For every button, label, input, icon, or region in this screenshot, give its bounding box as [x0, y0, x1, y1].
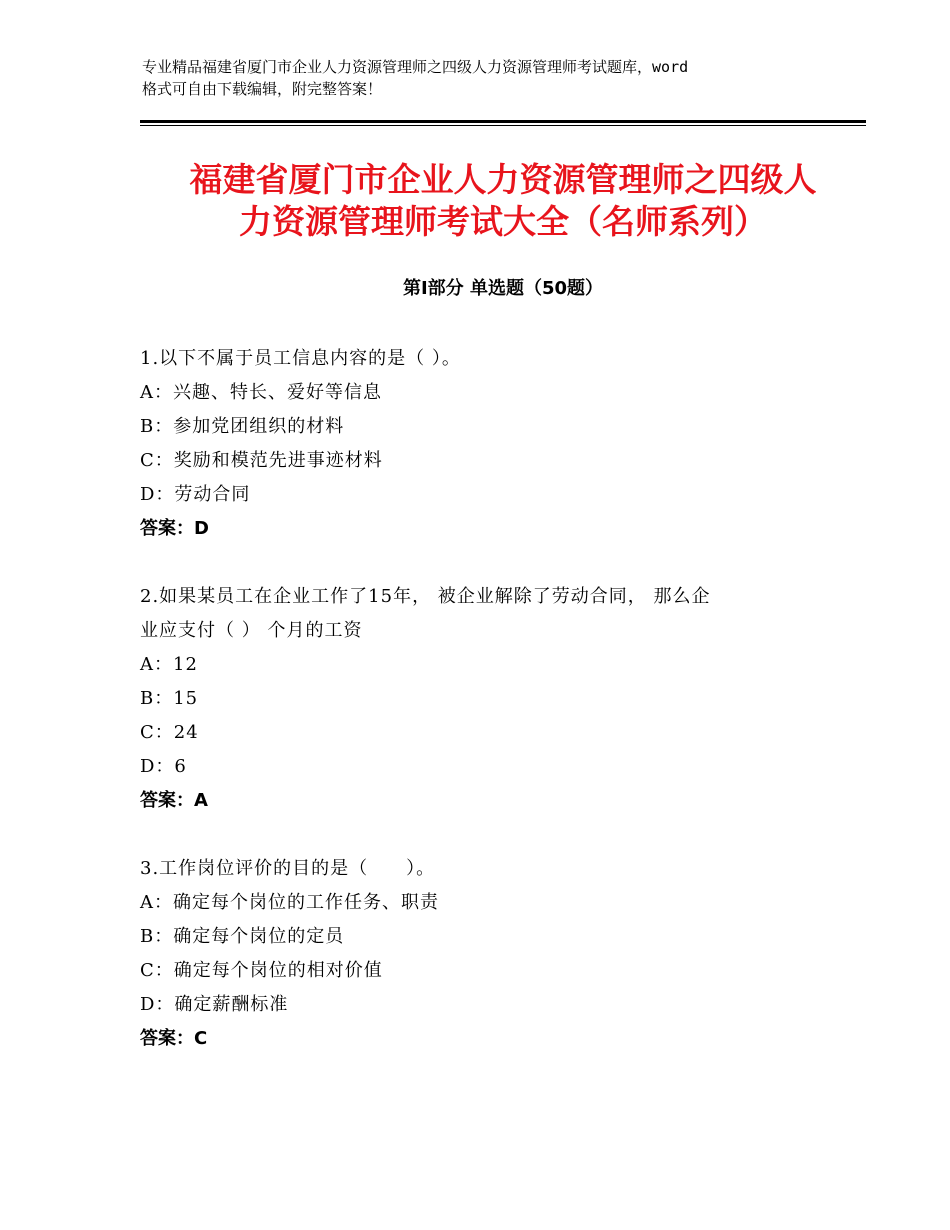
question-list — [140, 342, 820, 1090]
option-a: A：兴趣、特长、爱好等信息 — [140, 382, 382, 403]
option-b: B：15 — [140, 688, 199, 709]
answer: 答案：D — [140, 518, 209, 539]
option-c: C：24 — [140, 722, 199, 743]
header-note-line-1: 专业精品福建省厦门市企业人力资源管理师之四级人力资源管理师考试题库，word — [142, 58, 689, 76]
option-b: B：参加党团组织的材料 — [140, 416, 345, 437]
question-stem: 1.以下不属于员工信息内容的是（ ）。 — [140, 348, 461, 369]
header-rule-thin — [140, 125, 866, 126]
answer: 答案：A — [140, 790, 208, 811]
question-1 — [140, 342, 820, 546]
question-stem: 3.工作岗位评价的目的是（ ）。 — [140, 858, 436, 879]
header-note-line-2: 格式可自由下载编辑，附完整答案！ — [142, 80, 383, 98]
answer: 答案：C — [140, 1028, 208, 1049]
header-note — [142, 56, 822, 100]
option-c: C：奖励和模范先进事迹材料 — [140, 450, 383, 471]
option-d: D：6 — [140, 756, 187, 777]
question-2 — [140, 580, 820, 818]
option-a: A：确定每个岗位的工作任务、职责 — [140, 892, 439, 913]
question-3 — [140, 852, 820, 1056]
question-stem: 2.如果某员工在企业工作了15年， 被企业解除了劳动合同， 那么企 — [140, 586, 711, 607]
header-rule-thick — [140, 120, 866, 123]
option-c: C：确定每个岗位的相对价值 — [140, 960, 383, 981]
document-title — [140, 159, 866, 243]
document-title-line-2: 力资源管理师考试大全（名师系列） — [239, 202, 767, 241]
option-d: D：确定薪酬标准 — [140, 994, 289, 1015]
document-title-line-1: 福建省厦门市企业人力资源管理师之四级人 — [189, 160, 817, 199]
option-d: D：劳动合同 — [140, 484, 251, 505]
option-b: B：确定每个岗位的定员 — [140, 926, 345, 947]
section-title: 第Ⅰ部分 单选题（50题） — [402, 278, 603, 299]
option-a: A：12 — [140, 654, 198, 675]
question-stem-continued: 业应支付（ ） 个月的工资 — [140, 620, 363, 641]
